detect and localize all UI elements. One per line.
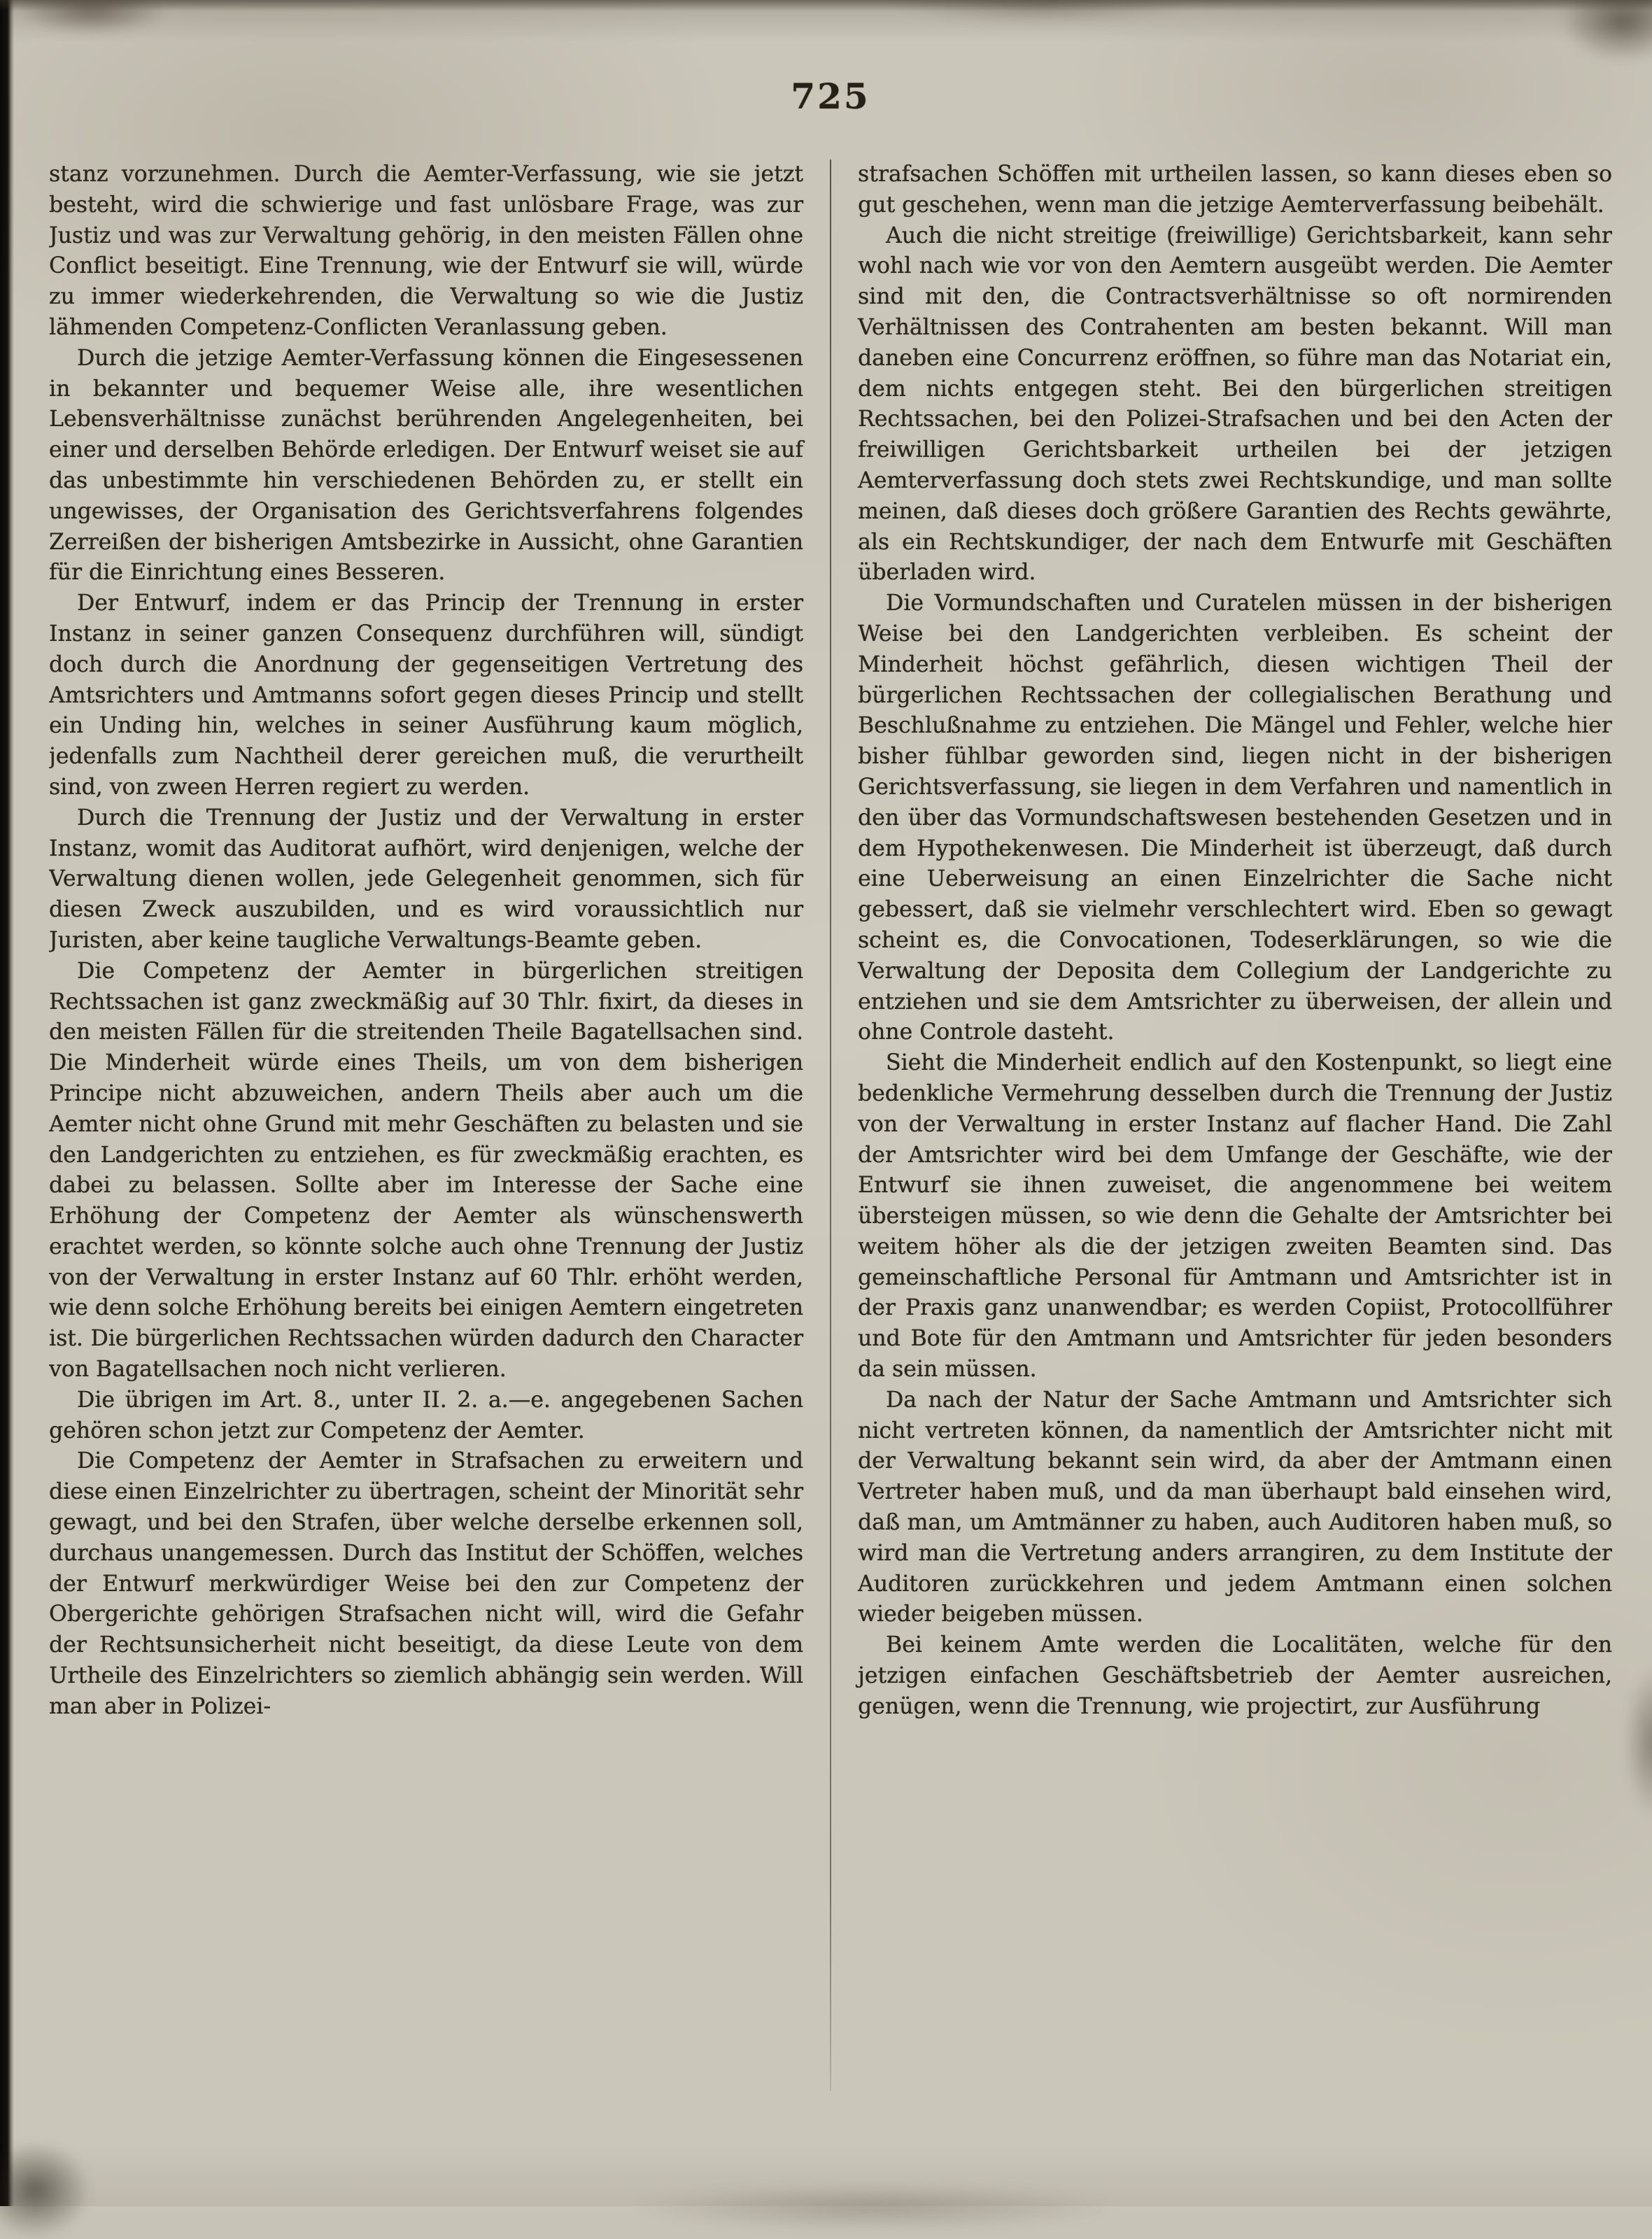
right-column — [858, 160, 1612, 2091]
paragraph: Sieht die Minderheit endlich auf den Kostenpunkt, so liegt eine bedenkliche Vermehrung desselben durch die Trennung der Justiz von der Verwaltung in erster Instanz auf flacher Hand. Die Zahl der Amtsrichter wird bei dem Umfange der Geschäfte, wie der Entwurf sie ihnen zuweiset, die angenommene bei weitem übersteigen müssen, so wie denn die Gehalte der Amtsrichter bei weitem höher als die der jetzigen zweiten Beamten sind. Das gemeinschaftliche Personal für Amtmann und Amtsrichter ist in der Praxis ganz unanwendbar; es werden Copiist, Protocollführer und Bote für den Amtmann und Amtsrichter für jeden besonders da sein müssen. — [858, 1050, 1612, 1383]
paragraph: Die Competenz der Aemter in Strafsachen zu erweitern und diese einen Einzelrichter zu übertragen, scheint der Minorität sehr gewagt, und bei den Strafen, über welche derselbe erkennen soll, durchaus unangemessen. Durch das Institut der Schöffen, welches der Entwurf merkwürdiger Weise bei den zur Competenz der Obergerichte gehörigen Strafsachen nicht will, wird die Gefahr der Rechtsunsicherheit nicht beseitigt, da diese Leute von dem Urtheile des Einzelrichters so ziemlich abhängig sein werden. Will man aber in Polizei- — [49, 1448, 803, 1719]
column-divider-rule — [830, 160, 831, 2091]
paragraph: Der Entwurf, indem er das Princip der Trennung in erster Instanz in seiner ganzen Consequenz durchführen will, sündigt doch durch die Anordnung der gegenseitigen Vertretung des Amtsrichters und Amtmanns sofort gegen dieses Princip und stellt ein Unding hin, welches in seiner Ausführung kaum möglich, jedenfalls zum Nachtheil derer gereichen muß, die verurtheilt sind, von zween Herren regiert zu werden. — [49, 591, 803, 800]
paragraph: Auch die nicht streitige (freiwillige) Gerichtsbarkeit, kann sehr wohl nach wie vor von den Aemtern ausgeübt werden. Die Aemter sind mit den, die Contractsverhältnisse so oft normirenden Verhältnissen des Contrahenten am besten bekannt. Will man daneben eine Concurrenz eröffnen, so führe man das Notariat ein, dem nichts entgegen steht. Bei den bürgerlichen streitigen Rechtssachen, bei den Polizei-Strafsachen und bei den Acten der freiwilligen Gerichtsbarkeit urtheilen bei der jetzigen Aemterverfassung doch stets zwei Rechtskundige, und man sollte meinen, daß dieses doch größere Garantien des Rechts gewährte, als ein Rechtskundiger, der nach dem Entwurfe mit Geschäften überladen wird. — [858, 223, 1612, 586]
paragraph: Durch die jetzige Aemter-Verfassung können die Eingesessenen in bekannter und bequemer Weise alle, ihre wesentlichen Lebensverhältnisse zunächst berührenden Angelegenheiten, bei einer und derselben Behörde erledigen. Der Entwurf weiset sie auf das unbestimmte hin verschiedenen Behörden zu, er stellt ein ungewisses, der Organisation des Gerichtsverfahrens folgendes Zerreißen der bisherigen Amtsbezirke in Aussicht, ohne Garantien für die Einrichtung eines Besseren. — [49, 345, 803, 586]
scan-stain — [630, 2183, 1120, 2232]
paragraph: Die übrigen im Art. 8., unter II. 2. a.—e. angegebenen Sachen gehören schon jetzt zur Competenz der Aemter. — [49, 1387, 803, 1443]
text-columns — [49, 160, 1612, 2091]
paragraph: Die Vormundschaften und Curatelen müssen in der bisherigen Weise bei den Landgerichten verbleiben. Es scheint der Minderheit höchst gefährlich, diesen wichtigen Theil der bürgerlichen Rechtssachen der collegialischen Berathung und Beschlußnahme zu entziehen. Die Mängel und Fehler, welche hier bisher fühlbar geworden sind, liegen nicht in der bisherigen Gerichtsverfassung, sie liegen in dem Verfahren und namentlich in den über das Vormundschaftswesen bestehenden Gesetzen und in dem Hypothekenwesen. Die Minderheit ist überzeugt, daß durch eine Ueberweisung an einen Einzelrichter die Sache nicht gebessert, daß sie vielmehr verschlechtert wird. Eben so gewagt scheint es, die Convocationen, Todeserklärungen, so wie die Verwaltung der Deposita dem Collegium der Landgerichte zu entziehen und sie dem Amtsrichter zu überweisen, der allein und ohne Controle dasteht. — [858, 591, 1612, 1045]
paragraph: stanz vorzunehmen. Durch die Aemter-Verfassung, wie sie jetzt besteht, wird die schwierige und fast unlösbare Frage, was zur Justiz und was zur Verwaltung gehörig, in den meisten Fällen ohne Conflict beseitigt. Eine Trennung, wie der Entwurf sie will, würde zu immer wiederkehrenden, die Verwaltung so wie die Justiz lähmenden Competenz-Conflicten Veranlassung geben. — [49, 162, 803, 340]
paragraph: strafsachen Schöffen mit urtheilen lassen, so kann dieses eben so gut geschehen, wenn man die jetzige Aemterverfassung beibehält. — [858, 162, 1612, 218]
left-column — [49, 160, 803, 2091]
paragraph: Durch die Trennung der Justiz und der Verwaltung in erster Instanz, womit das Auditorat aufhört, wird denjenigen, welche der Verwaltung dienen wollen, jede Gelegenheit genommen, sich für diesen Zweck auszubilden, und es wird voraussichtlich nur Juristen, aber keine taugliche Verwaltungs-Beamte geben. — [49, 805, 803, 953]
scan-stain — [1623, 1665, 1652, 1819]
page-number: 725 — [791, 76, 870, 117]
scan-edge-left — [0, 0, 14, 2206]
paragraph: Bei keinem Amte werden die Localitäten, welche für den jetzigen einfachen Geschäftsbetrieb der Aemter ausreichen, genügen, wenn die Trennung, wie projectirt, zur Ausführung — [858, 1632, 1612, 1719]
paragraph: Die Competenz der Aemter in bürgerlichen streitigen Rechtssachen ist ganz zweckmäßig auf 30 Thlr. fixirt, da dieses in den meisten Fällen für die streitenden Theile Bagatellsachen sind. Die Minderheit würde eines Theils, um von dem bisherigen Principe nicht abzuweichen, andern Theils aber auch um die Aemter nicht ohne Grund mit mehr Geschäften zu belasten und sie den Landgerichten zu entziehen, es für zweckmäßig erachten, es dabei zu belassen. Sollte aber im Interesse der Sache eine Erhöhung der Competenz der Aemter als wünschenswerth erachtet werden, so könnte solche auch ohne Trennung der Justiz von der Verwaltung in erster Instanz auf 60 Thlr. erhöht werden, wie denn solche Erhöhung bereits bei einigen Aemtern eingetreten ist. Die bürgerlichen Rechtssachen würden dadurch den Character von Bagatellsachen noch nicht verlieren. — [49, 958, 803, 1383]
paragraph: Da nach der Natur der Sache Amtmann und Amtsrichter sich nicht vertreten können, da namentlich der Amtsrichter nicht mit der Verwaltung bekannt sein wird, da aber der Amtmann einen Vertreter haben muß, und da man überhaupt bald einsehen wird, daß man, um Amtmänner zu haben, auch Auditoren haben muß, so wird man die Vertretung anders arrangiren, zu dem Institute der Auditoren zurückkehren und jedem Amtmann einen solchen wieder beigeben müssen. — [858, 1387, 1612, 1627]
scan-edge-top — [0, 0, 1652, 11]
